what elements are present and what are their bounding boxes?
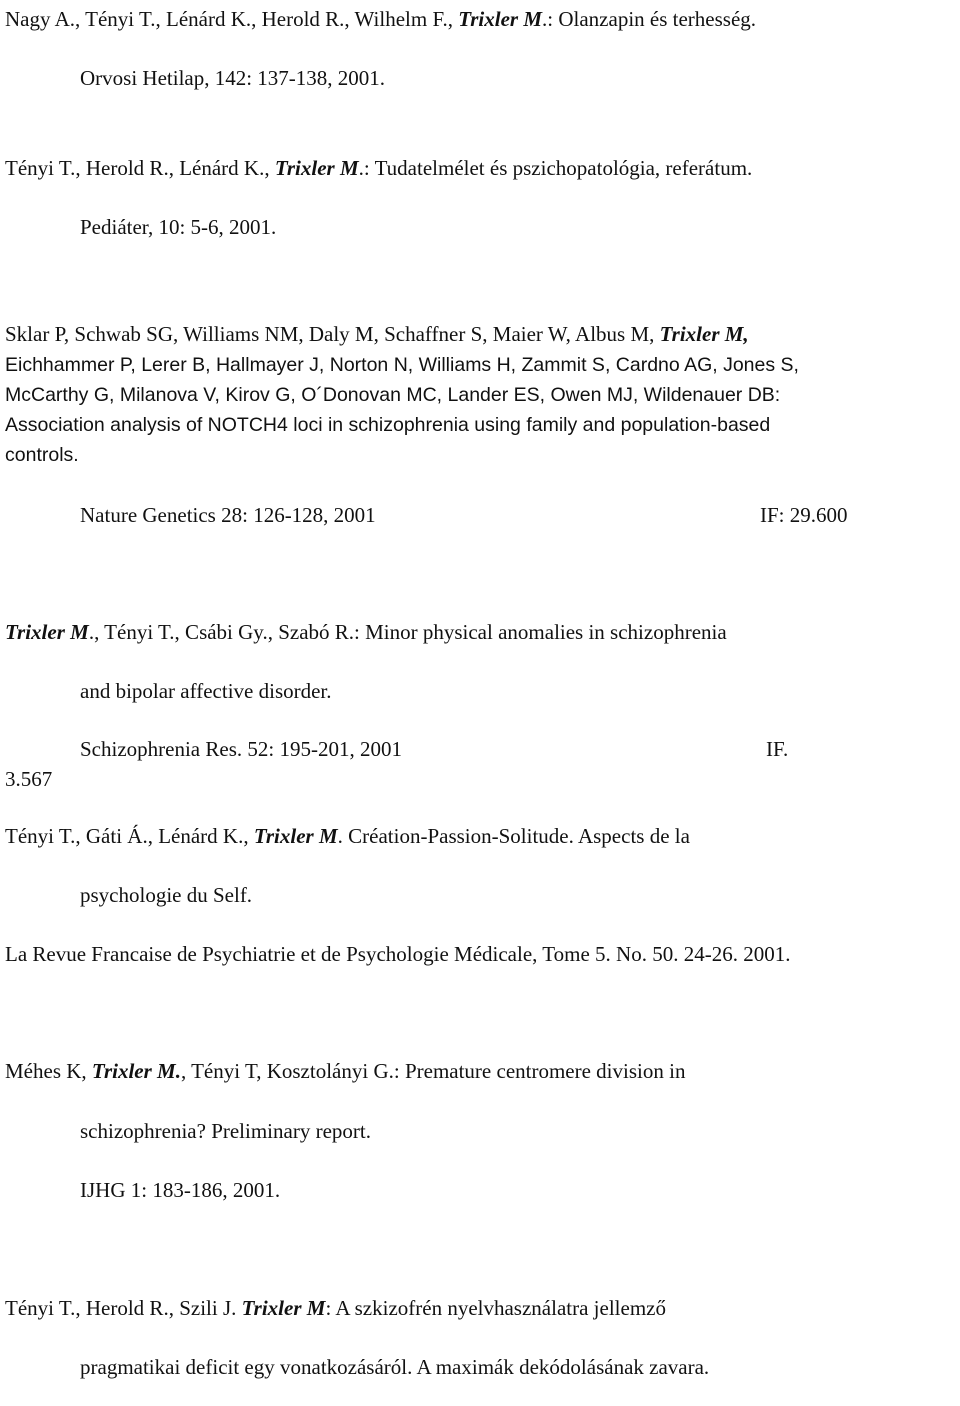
reference-4-authors-line: Trixler M., Tényi T., Csábi Gy., Szabó R.: Minor physical anomalies in schizophrenia bbox=[5, 620, 727, 644]
reference-7-authors-line: Tényi T., Herold R., Szili J. Trixler M: A szkizofrén nyelvhasználatra jellemző bbox=[5, 1296, 666, 1320]
reference-3-title-line-1: Association analysis of NOTCH4 loci in schizophrenia using family and population-based bbox=[5, 414, 771, 436]
reference-4-impact-factor-value: 3.567 bbox=[5, 767, 53, 791]
reference-6-journal: IJHG 1: 183-186, 2001. bbox=[80, 1178, 281, 1202]
reference-3-authors-line-2: Eichhammer P, Lerer B, Hallmayer J, Norton N, Williams H, Zammit S, Cardno AG, Jones S, bbox=[5, 354, 799, 376]
highlighted-author: Trixler M bbox=[274, 156, 359, 180]
reference-2-authors-line: Tényi T., Herold R., Lénárd K., Trixler M.: Tudatelmélet és pszichopatológia, referátum. bbox=[5, 156, 753, 180]
highlighted-author: Trixler M, bbox=[659, 322, 749, 346]
reference-4-title: and bipolar affective disorder. bbox=[80, 679, 332, 703]
reference-1-authors-line: Nagy A., Tényi T., Lénárd K., Herold R., Wilhelm F., Trixler M.: Olanzapin és terhesség. bbox=[5, 7, 757, 31]
reference-3-authors-line-1: Sklar P, Schwab SG, Williams NM, Daly M, Schaffner S, Maier W, Albus M, Trixler M, bbox=[5, 322, 749, 346]
reference-5-journal: La Revue Francaise de Psychiatrie et de Psychologie Médicale, Tome 5. No. 50. 24-26. 2001. bbox=[5, 942, 791, 966]
reference-3-title-line-2: controls. bbox=[5, 444, 79, 466]
highlighted-author: Trixler M bbox=[241, 1296, 326, 1320]
reference-7-title: pragmatikai deficit egy vonatkozásáról. A maximák dekódolásának zavara. bbox=[80, 1355, 710, 1379]
reference-6-title: schizophrenia? Preliminary report. bbox=[80, 1119, 371, 1143]
highlighted-author: Trixler M. bbox=[91, 1059, 181, 1083]
reference-3-impact-factor: IF: 29.600 bbox=[760, 503, 848, 527]
reference-3-authors-line-3: McCarthy G, Milanova V, Kirov G, O´Donovan MC, Lander ES, Owen MJ, Wildenauer DB: bbox=[5, 384, 781, 406]
reference-1-journal: Orvosi Hetilap, 142: 137-138, 2001. bbox=[80, 66, 386, 90]
highlighted-author: Trixler M bbox=[458, 7, 543, 31]
reference-5-title: psychologie du Self. bbox=[80, 883, 253, 907]
reference-4-journal: Schizophrenia Res. 52: 195-201, 2001 bbox=[80, 737, 402, 761]
reference-3-journal: Nature Genetics 28: 126-128, 2001 bbox=[80, 503, 376, 527]
reference-2-journal: Pediáter, 10: 5-6, 2001. bbox=[80, 215, 277, 239]
reference-5-authors-line: Tényi T., Gáti Á., Lénárd K., Trixler M. Création-Passion-Solitude. Aspects de la bbox=[5, 824, 690, 848]
reference-4-impact-factor-label: IF. bbox=[766, 737, 789, 761]
reference-6-authors-line: Méhes K, Trixler M., Tényi T, Kosztolányi G.: Premature centromere division in bbox=[5, 1059, 686, 1083]
highlighted-author: Trixler M bbox=[253, 824, 338, 848]
highlighted-author: Trixler M bbox=[5, 620, 89, 644]
